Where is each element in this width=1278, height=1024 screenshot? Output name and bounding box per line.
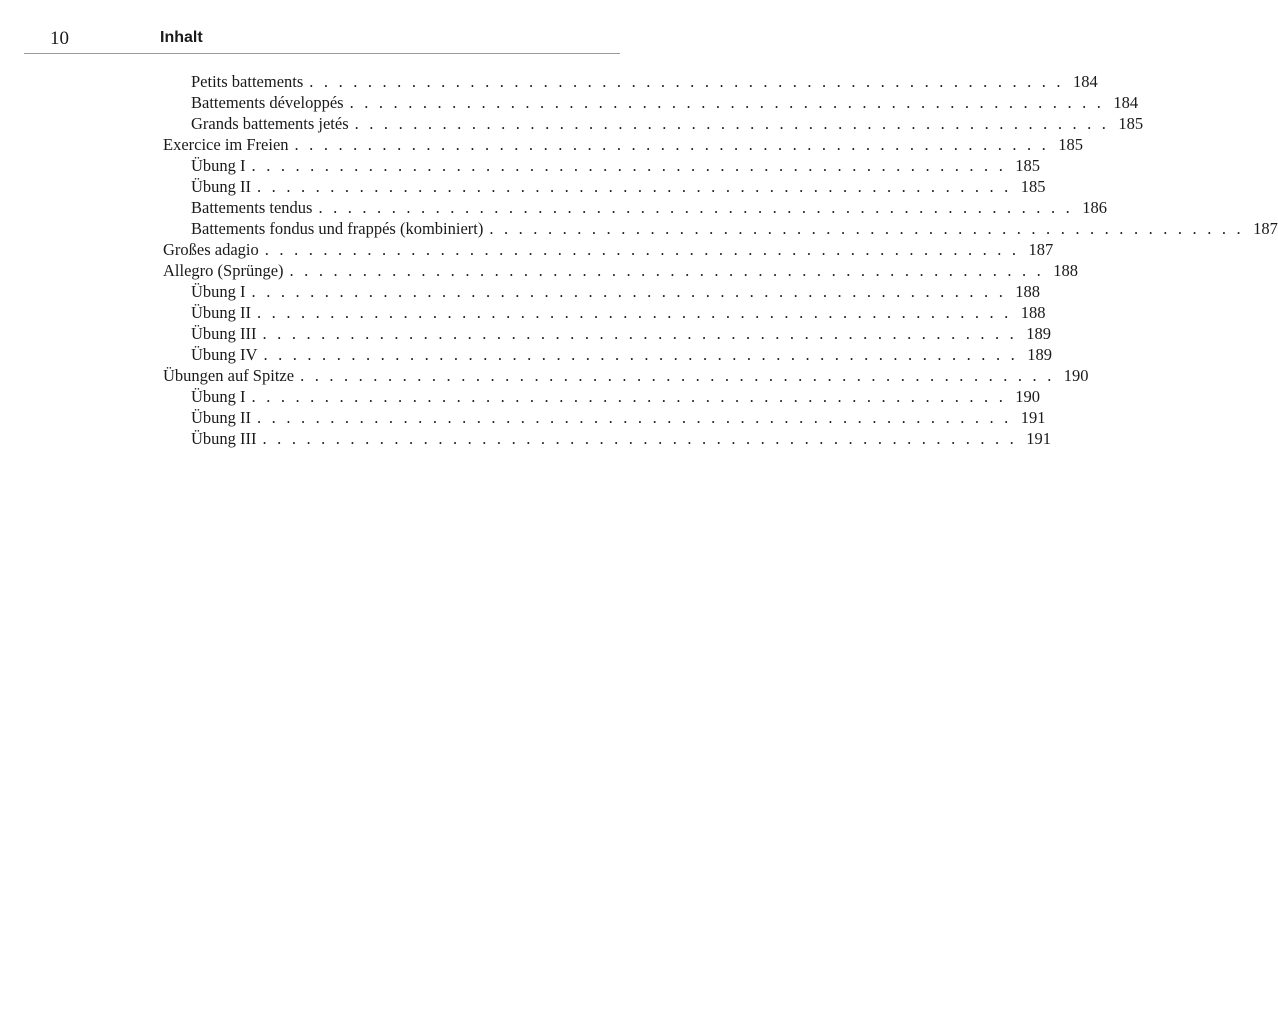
- toc-entry[interactable]: [0, 323, 1052, 344]
- toc-entry-label: Allegro (Sprünge): [163, 261, 284, 280]
- toc-entry[interactable]: [0, 239, 1054, 260]
- toc-entry-label: Exercice im Freien: [163, 135, 289, 154]
- toc-entry[interactable]: [0, 92, 1139, 113]
- toc-entry-page: 191: [1026, 429, 1052, 448]
- toc-entry[interactable]: [0, 197, 1107, 218]
- toc-entry-label: Übung I: [191, 282, 246, 301]
- toc-entry[interactable]: [0, 113, 1144, 134]
- toc-entry[interactable]: [0, 134, 1084, 155]
- toc-entry-label: Battements développés: [191, 93, 344, 112]
- dot-leader: . . . . . . . . . . . . . . . . . . . . . . . . . . . . . . . . . . . . . . . . . . . . . . . . . . . .: [262, 429, 1018, 448]
- toc-entry-page: 185: [1015, 156, 1041, 175]
- toc-entry-page: 188: [1053, 261, 1078, 280]
- toc-entry-page: 190: [1015, 387, 1041, 406]
- toc-entry-page: 184: [1073, 72, 1098, 91]
- toc-entry[interactable]: [0, 176, 1046, 197]
- toc-entry-page: 186: [1082, 198, 1107, 217]
- toc-entry-page: 191: [1020, 408, 1046, 427]
- toc-entry-label: Übung IV: [191, 345, 258, 364]
- toc-entry-page: 185: [1020, 177, 1046, 196]
- dot-leader: . . . . . . . . . . . . . . . . . . . . . . . . . . . . . . . . . . . . . . . . . . . . . . . . . . . .: [257, 303, 1012, 322]
- dot-leader: . . . . . . . . . . . . . . . . . . . . . . . . . . . . . . . . . . . . . . . . . . . . . . . . . . . .: [354, 114, 1110, 133]
- toc-entry[interactable]: [0, 218, 1278, 239]
- toc-entry-label: Grands battements jetés: [191, 114, 349, 133]
- toc-entry[interactable]: [0, 365, 1089, 386]
- toc-entry[interactable]: [0, 71, 1098, 92]
- toc-entry-page: 189: [1027, 345, 1052, 364]
- dot-leader: . . . . . . . . . . . . . . . . . . . . . . . . . . . . . . . . . . . . . . . . . . . . . . . . . . . .: [262, 324, 1018, 343]
- toc-entry[interactable]: [0, 344, 1052, 365]
- header-divider: [24, 53, 620, 54]
- toc-entry-label: Petits battements: [191, 72, 304, 91]
- toc-entry-label: Übungen auf Spitze: [163, 366, 295, 385]
- toc-entry-label: Battements tendus: [191, 198, 313, 217]
- toc-entry-label: Übung I: [191, 387, 246, 406]
- page-header: [0, 0, 643, 56]
- toc-entry-label: Battements fondus und frappés (kombiniert): [191, 219, 484, 238]
- dot-leader: . . . . . . . . . . . . . . . . . . . . . . . . . . . . . . . . . . . . . . . . . . . . . . . . . . . .: [294, 135, 1050, 154]
- toc-entry-page: 187: [1028, 240, 1054, 259]
- section-title: Inhalt: [160, 29, 203, 46]
- toc-entry-page: 188: [1020, 303, 1046, 322]
- toc-entry-label: Übung II: [191, 177, 252, 196]
- toc-entry-page: 185: [1118, 114, 1144, 133]
- toc-entry-page: 189: [1026, 324, 1052, 343]
- toc-entry[interactable]: [0, 155, 1041, 176]
- dot-leader: . . . . . . . . . . . . . . . . . . . . . . . . . . . . . . . . . . . . . . . . . . . . . . . . . . . .: [349, 93, 1105, 112]
- toc-entry-label: Übung I: [191, 156, 246, 175]
- dot-leader: . . . . . . . . . . . . . . . . . . . . . . . . . . . . . . . . . . . . . . . . . . . . . . . . . . . .: [251, 387, 1007, 406]
- toc-entry-label: Übung III: [191, 324, 257, 343]
- toc-entry-label: Großes adagio: [163, 240, 259, 259]
- toc-entry-page: 184: [1113, 93, 1139, 112]
- page-number: 10: [50, 28, 69, 49]
- toc-entry-label: Übung II: [191, 408, 252, 427]
- toc-entry[interactable]: [0, 281, 1041, 302]
- toc-entry[interactable]: [0, 407, 1046, 428]
- toc-entry[interactable]: [0, 260, 1078, 281]
- dot-leader: . . . . . . . . . . . . . . . . . . . . . . . . . . . . . . . . . . . . . . . . . . . . . . . . . . . .: [309, 72, 1064, 91]
- dot-leader: . . . . . . . . . . . . . . . . . . . . . . . . . . . . . . . . . . . . . . . . . . . . . . . . . . . .: [251, 282, 1007, 301]
- dot-leader: . . . . . . . . . . . . . . . . . . . . . . . . . . . . . . . . . . . . . . . . . . . . . . . . . . . .: [489, 219, 1244, 238]
- dot-leader: . . . . . . . . . . . . . . . . . . . . . . . . . . . . . . . . . . . . . . . . . . . . . . . . . . . .: [257, 408, 1012, 427]
- toc-entry-page: 185: [1058, 135, 1084, 154]
- dot-leader: . . . . . . . . . . . . . . . . . . . . . . . . . . . . . . . . . . . . . . . . . . . . . . . . . . . .: [289, 261, 1044, 280]
- dot-leader: . . . . . . . . . . . . . . . . . . . . . . . . . . . . . . . . . . . . . . . . . . . . . . . . . . . .: [318, 198, 1073, 217]
- toc-entry[interactable]: [0, 428, 1052, 449]
- dot-leader: . . . . . . . . . . . . . . . . . . . . . . . . . . . . . . . . . . . . . . . . . . . . . . . . . . . .: [263, 345, 1018, 364]
- toc-entry[interactable]: [0, 386, 1041, 407]
- toc-entry-label: Übung III: [191, 429, 257, 448]
- toc-entry[interactable]: [0, 302, 1046, 323]
- dot-leader: . . . . . . . . . . . . . . . . . . . . . . . . . . . . . . . . . . . . . . . . . . . . . . . . . . . .: [251, 156, 1007, 175]
- dot-leader: . . . . . . . . . . . . . . . . . . . . . . . . . . . . . . . . . . . . . . . . . . . . . . . . . . . .: [257, 177, 1012, 196]
- dot-leader: . . . . . . . . . . . . . . . . . . . . . . . . . . . . . . . . . . . . . . . . . . . . . . . . . . . .: [264, 240, 1020, 259]
- dot-leader: . . . . . . . . . . . . . . . . . . . . . . . . . . . . . . . . . . . . . . . . . . . . . . . . . . . .: [300, 366, 1055, 385]
- toc-entry-label: Übung II: [191, 303, 252, 322]
- toc-entry-page: 187: [1253, 219, 1278, 238]
- toc-entry-page: 188: [1015, 282, 1041, 301]
- toc-entry-page: 190: [1063, 366, 1089, 385]
